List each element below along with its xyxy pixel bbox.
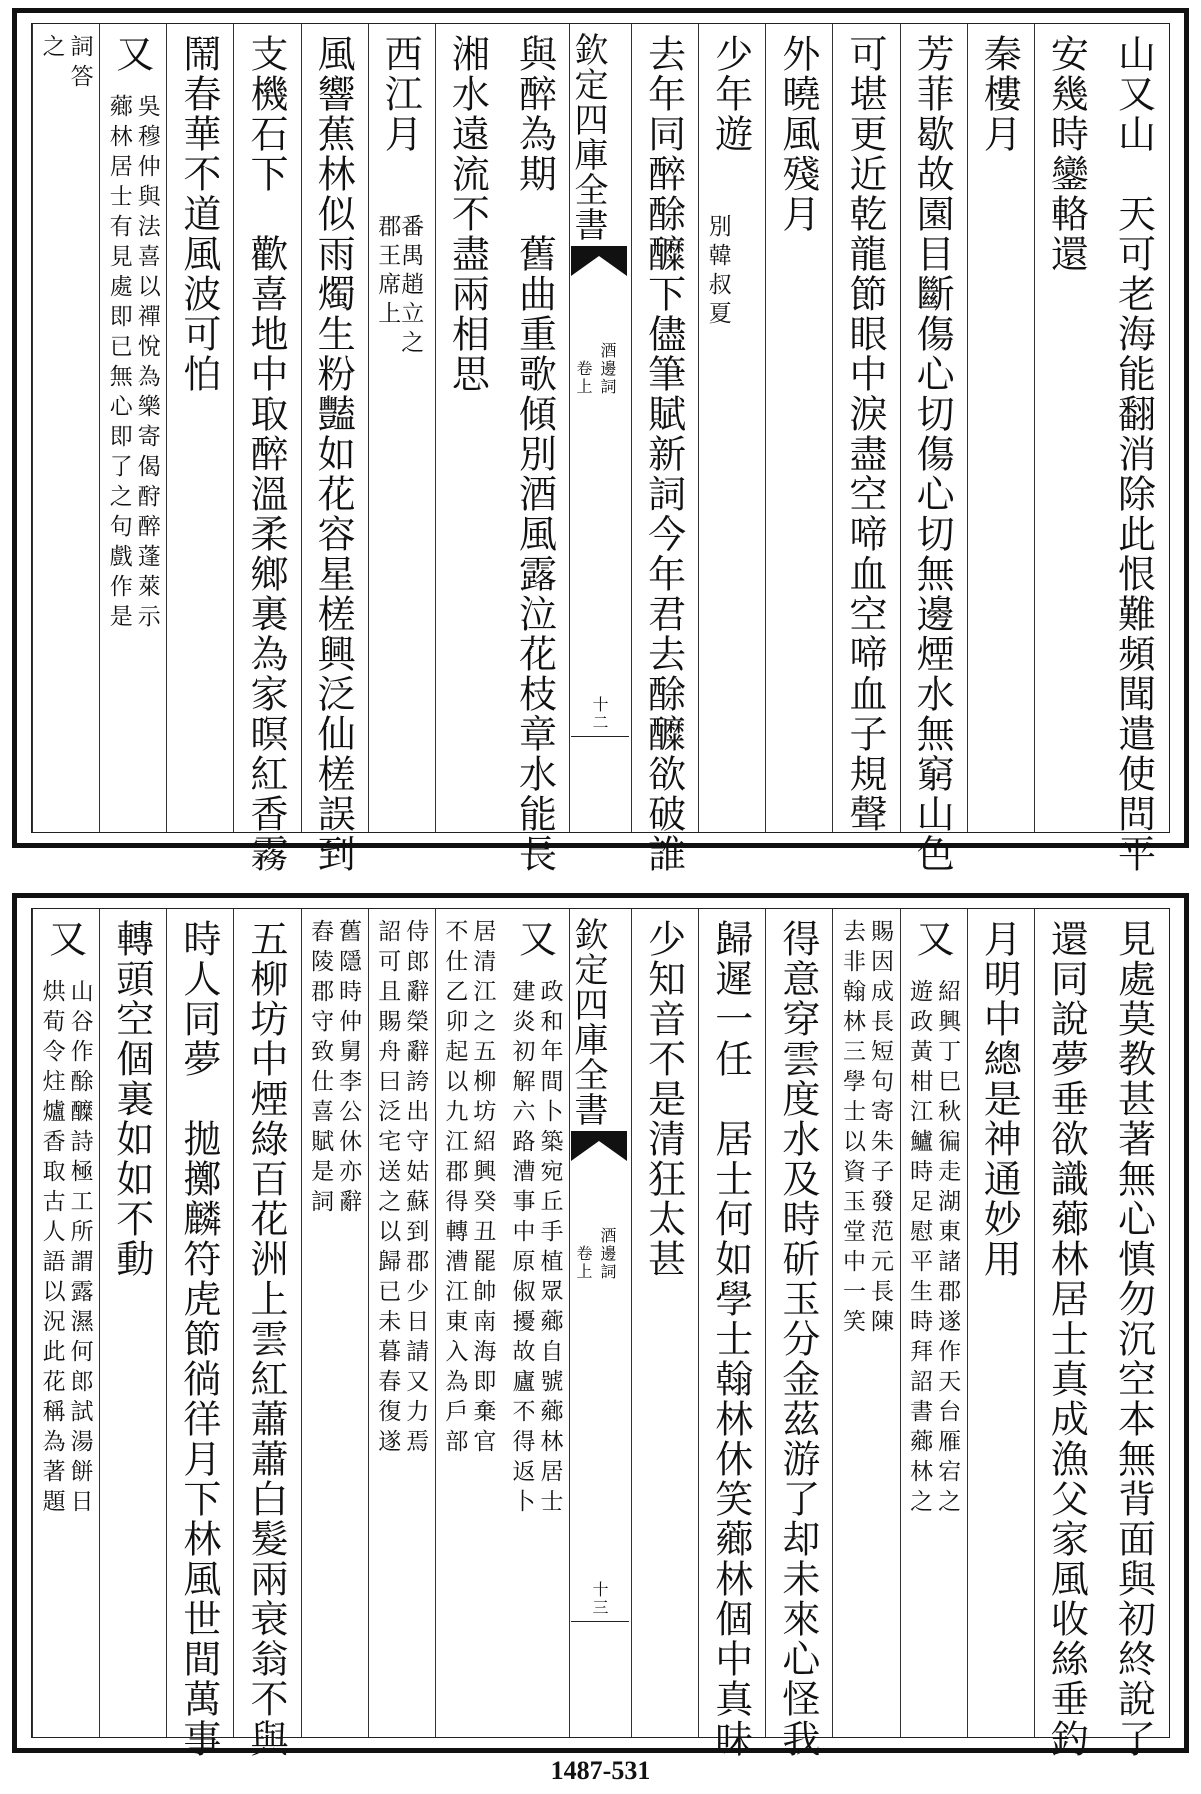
gutter-volume: 卷上 xyxy=(574,1245,593,1281)
main-text: 秦樓月 xyxy=(977,34,1022,154)
top-page-panel xyxy=(12,8,1189,874)
text-column xyxy=(99,24,166,832)
text-column xyxy=(900,909,967,1737)
main-text: 與醉為期 舊曲重歌傾別酒風露泣花枝章水能長 xyxy=(512,34,557,874)
main-text: 還同說夢垂欲識薌林居士真成漁父家風收絲垂釣 xyxy=(1044,919,1089,1759)
text-column xyxy=(698,909,765,1759)
text-column xyxy=(900,24,967,874)
main-text: 芳菲歇故園目斷傷心切傷心切無邊煙水無窮山色 xyxy=(910,34,955,874)
text-column xyxy=(1034,24,1101,832)
text-column xyxy=(1101,909,1168,1759)
annotation-note: 賜因成長短句寄朱子發范元長陳 xyxy=(866,919,893,1339)
text-column xyxy=(301,909,368,1737)
text-column xyxy=(502,909,569,1737)
text-column xyxy=(765,24,832,832)
main-text: 五柳坊中煙綠百花洲上雲紅蕭蕭白髮兩衰翁不與 xyxy=(243,919,288,1759)
subtitle-note: 別韓叔夏 xyxy=(704,214,731,330)
annotation-note: 山谷作酴醾詩極工所謂露濕何郎試湯餅日 xyxy=(66,979,93,1519)
main-text: 又 xyxy=(910,919,955,959)
gutter-divider xyxy=(571,1621,629,1622)
annotation-note: 不仕乙卯起以九江郡得轉漕江東入為戶部 xyxy=(441,919,468,1459)
annotation-note: 去非翰林三學士以資玉堂中一笑 xyxy=(838,919,865,1339)
text-column xyxy=(99,909,166,1737)
top-text-frame xyxy=(31,23,1170,874)
main-text: 支機石下 歡喜地中取醉溫柔鄉裏為家暝紅香霧 xyxy=(243,34,288,874)
text-column xyxy=(1034,909,1101,1759)
text-column xyxy=(631,24,698,874)
main-text: 湘水遠流不盡兩相思 xyxy=(445,34,490,394)
page-footer-number: 1487-531 xyxy=(550,1756,651,1785)
text-column xyxy=(368,909,435,1737)
center-gutter xyxy=(569,909,631,1737)
gutter-page-number: 十三 xyxy=(590,1581,609,1617)
fishtail-mark-icon xyxy=(571,1131,627,1161)
main-text: 鬧春華不道風波可怕 xyxy=(176,34,221,394)
gutter-rule-right xyxy=(631,24,632,832)
text-column xyxy=(832,909,899,1737)
text-column xyxy=(166,909,233,1759)
text-column xyxy=(502,24,569,874)
annotation-note: 薌林居士有見處即已無心即了之句戲作是 xyxy=(105,94,132,634)
text-column xyxy=(698,24,765,832)
text-column xyxy=(301,24,368,874)
gutter-rule-right xyxy=(631,909,632,1737)
annotation-note: 遊政黃柑江鱸時足慰平生時拜詔書薌林之 xyxy=(906,979,933,1519)
gutter-work-title: 酒邊詞 xyxy=(598,342,617,396)
main-text: 又 xyxy=(512,919,557,959)
gutter-divider xyxy=(571,736,629,737)
fishtail-mark-icon xyxy=(571,246,627,276)
text-column xyxy=(166,24,233,832)
annotation-note: 詞答 xyxy=(66,34,93,94)
annotation-note: 舊隱時仲舅李公休亦辭 xyxy=(335,919,362,1219)
gutter-volume: 卷上 xyxy=(574,360,593,396)
annotation-note: 紹興丁巳秋徧走湖東諸郡遂作天台雁宕之 xyxy=(934,979,961,1519)
gutter-book-title: 欽定四庫全書 xyxy=(568,917,608,1127)
main-text: 去年同醉酴醾下儘筆賦新詞今年君去酴醾欲破誰 xyxy=(641,34,686,874)
annotation-note: 舂陵郡守致仕喜賦是詞 xyxy=(307,919,334,1219)
main-text: 又 xyxy=(109,34,154,74)
text-column xyxy=(1101,24,1168,874)
annotation-note: 詔可且賜舟曰泛宅送之以歸已未暮春復遂 xyxy=(374,919,401,1459)
bottom-page-panel xyxy=(12,893,1189,1759)
main-text: 山又山 天可老海能翻消除此恨難頻聞遣使問平 xyxy=(1111,34,1156,874)
main-text: 外曉風殘月 xyxy=(775,34,820,234)
text-column xyxy=(435,909,502,1737)
gutter-work-title: 酒邊詞 xyxy=(598,1227,617,1281)
text-column xyxy=(967,24,1034,832)
text-column xyxy=(832,24,899,832)
gutter-page-number: 十二 xyxy=(590,696,609,732)
main-text: 可堪更近乾龍節眼中淚盡空啼血空啼血子規聲 xyxy=(842,34,887,834)
text-column xyxy=(32,909,99,1737)
main-text: 轉頭空個裏如如不動 xyxy=(109,919,154,1279)
text-column xyxy=(233,24,300,874)
text-column xyxy=(233,909,300,1759)
text-column xyxy=(435,24,502,832)
text-column xyxy=(32,24,99,832)
text-column xyxy=(631,909,698,1737)
annotation-note: 吳穆仲與法喜以禪悅為樂寄偈酧醉蓬萊示 xyxy=(133,94,160,634)
subtitle-note: 番禺趙立之郡王席上 xyxy=(374,214,424,359)
main-text: 時人同夢 拋擲麟符虎節徜徉月下林風世間萬事 xyxy=(176,919,221,1759)
annotation-note: 烘荀令炷爐香取古人語以況此花稱為著題 xyxy=(38,979,65,1519)
main-text: 見處莫教甚著無心慎勿沉空本無背面與初終說了 xyxy=(1111,919,1156,1759)
text-column xyxy=(368,24,435,832)
main-text: 少知音不是清狂太甚 xyxy=(641,919,686,1279)
text-column xyxy=(765,909,832,1759)
main-text: 安幾時鑾輅還 xyxy=(1044,34,1089,274)
center-gutter xyxy=(569,24,631,832)
annotation-note: 居清江之五柳坊紹興癸丑罷帥南海即棄官 xyxy=(469,919,496,1459)
text-column xyxy=(967,909,1034,1737)
annotation-note: 之 xyxy=(38,34,65,64)
annotation-note: 政和年間卜築宛丘手植眾薌自號薌林居士 xyxy=(536,979,563,1519)
main-text: 月明中總是神通妙用 xyxy=(977,919,1022,1279)
annotation-note: 建炎初解六路漕事中原俶擾故廬不得返卜 xyxy=(508,979,535,1519)
annotation-note: 侍郎辭榮辭誇出守姑蘇到郡少日請又力焉 xyxy=(402,919,429,1459)
main-text: 西江月 xyxy=(378,34,423,154)
gutter-book-title: 欽定四庫全書 xyxy=(568,32,608,242)
main-text: 又 xyxy=(42,919,87,959)
main-text: 得意穿雲度水及時斫玉分金茲游了却未來心怪我 xyxy=(775,919,820,1759)
main-text: 歸遲一任 居士何如學士翰林休笑薌林個中真味 xyxy=(708,919,753,1759)
bottom-text-frame xyxy=(31,908,1170,1759)
main-text: 少年遊 xyxy=(708,34,753,154)
main-text: 風響蕉林似雨燭生粉豔如花容星槎興泛仙槎誤到 xyxy=(311,34,356,874)
